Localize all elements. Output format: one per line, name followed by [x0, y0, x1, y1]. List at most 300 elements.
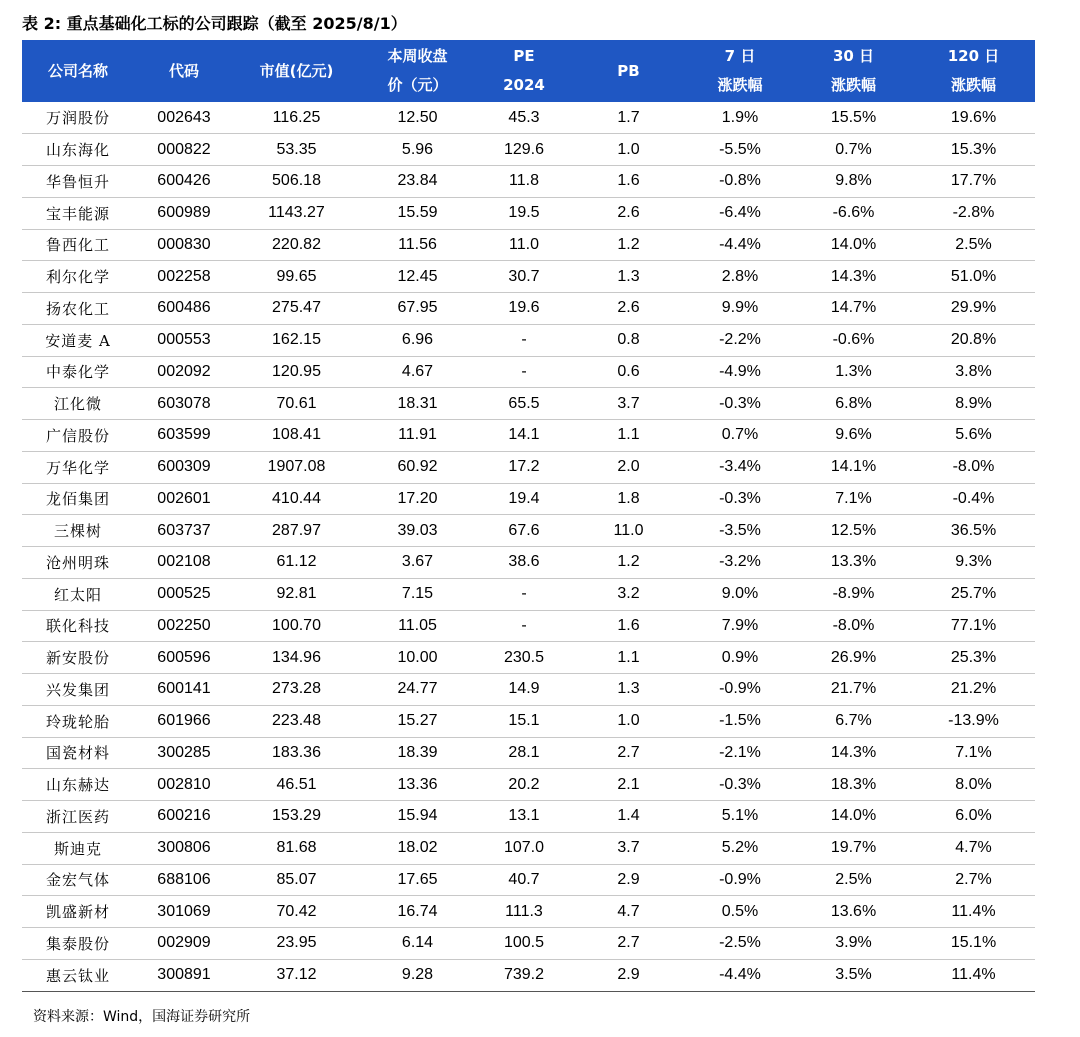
cell-pe-2024: 17.2 [476, 451, 572, 483]
cell-pb: 2.9 [572, 864, 685, 896]
cell-close-price: 15.27 [359, 705, 476, 737]
cell-company-name: 华鲁恒升 [22, 166, 134, 198]
cell-change-30d: 14.1% [795, 451, 912, 483]
cell-company-name: 斯迪克 [22, 832, 134, 864]
cell-company-name: 鲁西化工 [22, 229, 134, 261]
cell-close-price: 15.59 [359, 197, 476, 229]
cell-code: 688106 [134, 864, 234, 896]
cell-pe-2024: 14.1 [476, 420, 572, 452]
cell-change-7d: -4.4% [685, 229, 795, 261]
cell-company-name: 凯盛新材 [22, 896, 134, 928]
header-change-7d [685, 40, 795, 102]
table-row [22, 229, 1035, 261]
cell-change-30d: 6.8% [795, 388, 912, 420]
cell-code: 002810 [134, 769, 234, 801]
cell-code: 600989 [134, 197, 234, 229]
cell-company-name: 联化科技 [22, 610, 134, 642]
cell-pb: 2.1 [572, 769, 685, 801]
cell-change-120d: 29.9% [912, 293, 1035, 325]
cell-pe-2024: 739.2 [476, 959, 572, 991]
cell-change-7d: -0.8% [685, 166, 795, 198]
cell-pe-2024: - [476, 324, 572, 356]
cell-code: 000822 [134, 134, 234, 166]
cell-code: 600216 [134, 801, 234, 833]
cell-change-7d: -0.3% [685, 483, 795, 515]
cell-change-120d: 8.0% [912, 769, 1035, 801]
cell-change-7d: -0.9% [685, 674, 795, 706]
table-row [22, 737, 1035, 769]
cell-market-cap: 220.82 [234, 229, 359, 261]
cell-pb: 1.2 [572, 229, 685, 261]
cell-pb: 1.3 [572, 261, 685, 293]
cell-change-120d: 11.4% [912, 896, 1035, 928]
cell-pb: 1.6 [572, 610, 685, 642]
cell-market-cap: 85.07 [234, 864, 359, 896]
cell-code: 002643 [134, 102, 234, 134]
cell-pb: 1.7 [572, 102, 685, 134]
cell-change-30d: 3.9% [795, 928, 912, 960]
table-row [22, 610, 1035, 642]
cell-change-120d: 4.7% [912, 832, 1035, 864]
cell-company-name: 新安股份 [22, 642, 134, 674]
cell-change-30d: 14.7% [795, 293, 912, 325]
cell-company-name: 利尔化学 [22, 261, 134, 293]
cell-change-120d: 25.3% [912, 642, 1035, 674]
cell-pe-2024: - [476, 578, 572, 610]
cell-code: 603599 [134, 420, 234, 452]
header-market-cap-line: 市值(亿元) [259, 61, 334, 80]
cell-pb: 3.2 [572, 578, 685, 610]
cell-code: 300891 [134, 959, 234, 991]
cell-pe-2024: 67.6 [476, 515, 572, 547]
cell-market-cap: 273.28 [234, 674, 359, 706]
cell-company-name: 浙江医药 [22, 801, 134, 833]
cell-market-cap: 37.12 [234, 959, 359, 991]
cell-market-cap: 92.81 [234, 578, 359, 610]
cell-change-120d: 2.5% [912, 229, 1035, 261]
cell-change-30d: 14.0% [795, 229, 912, 261]
header-company-name-line: 公司名称 [47, 61, 108, 80]
header-pe-2024-line: PE [513, 47, 535, 65]
cell-close-price: 11.05 [359, 610, 476, 642]
table-row [22, 769, 1035, 801]
cell-close-price: 12.50 [359, 102, 476, 134]
header-code [134, 40, 234, 102]
cell-pb: 11.0 [572, 515, 685, 547]
table-row [22, 547, 1035, 579]
cell-change-7d: 9.9% [685, 293, 795, 325]
cell-code: 603078 [134, 388, 234, 420]
table-row [22, 261, 1035, 293]
cell-change-120d: -13.9% [912, 705, 1035, 737]
table-row [22, 832, 1035, 864]
cell-pe-2024: 19.6 [476, 293, 572, 325]
cell-change-30d: 2.5% [795, 864, 912, 896]
cell-change-120d: 17.7% [912, 166, 1035, 198]
cell-change-30d: 26.9% [795, 642, 912, 674]
tracking-table-container [22, 40, 1035, 992]
cell-change-120d: 5.6% [912, 420, 1035, 452]
cell-change-120d: 3.8% [912, 356, 1035, 388]
cell-change-7d: 5.1% [685, 801, 795, 833]
cell-change-120d: 77.1% [912, 610, 1035, 642]
cell-change-7d: 0.7% [685, 420, 795, 452]
cell-pb: 2.0 [572, 451, 685, 483]
cell-change-7d: 0.5% [685, 896, 795, 928]
cell-close-price: 7.15 [359, 578, 476, 610]
cell-market-cap: 162.15 [234, 324, 359, 356]
cell-pe-2024: 100.5 [476, 928, 572, 960]
header-change-120d-line: 120 日 [947, 47, 1000, 65]
cell-market-cap: 183.36 [234, 737, 359, 769]
header-company-name [22, 40, 134, 102]
cell-pb: 0.6 [572, 356, 685, 388]
cell-market-cap: 120.95 [234, 356, 359, 388]
cell-change-120d: 2.7% [912, 864, 1035, 896]
cell-code: 002250 [134, 610, 234, 642]
cell-close-price: 18.39 [359, 737, 476, 769]
cell-change-30d: -0.6% [795, 324, 912, 356]
cell-close-price: 12.45 [359, 261, 476, 293]
cell-company-name: 山东海化 [22, 134, 134, 166]
cell-close-price: 5.96 [359, 134, 476, 166]
cell-pb: 1.1 [572, 642, 685, 674]
cell-pb: 2.6 [572, 293, 685, 325]
cell-close-price: 17.65 [359, 864, 476, 896]
cell-change-120d: 11.4% [912, 959, 1035, 991]
cell-change-7d: 9.0% [685, 578, 795, 610]
cell-code: 300285 [134, 737, 234, 769]
cell-close-price: 60.92 [359, 451, 476, 483]
cell-company-name: 集泰股份 [22, 928, 134, 960]
cell-pb: 1.1 [572, 420, 685, 452]
cell-pe-2024: 19.4 [476, 483, 572, 515]
table-row [22, 864, 1035, 896]
cell-code: 600596 [134, 642, 234, 674]
cell-close-price: 11.91 [359, 420, 476, 452]
cell-code: 300806 [134, 832, 234, 864]
cell-change-120d: 7.1% [912, 737, 1035, 769]
cell-change-120d: 9.3% [912, 547, 1035, 579]
table-row [22, 674, 1035, 706]
cell-code: 600309 [134, 451, 234, 483]
cell-code: 000525 [134, 578, 234, 610]
cell-code: 603737 [134, 515, 234, 547]
table-row [22, 515, 1035, 547]
cell-change-7d: 0.9% [685, 642, 795, 674]
header-pe-2024-line: 2024 [503, 76, 545, 94]
cell-pb: 1.3 [572, 674, 685, 706]
cell-pe-2024: 111.3 [476, 896, 572, 928]
cell-close-price: 9.28 [359, 959, 476, 991]
header-change-7d-line: 涨跌幅 [717, 76, 763, 94]
header-change-30d [795, 40, 912, 102]
cell-change-30d: 19.7% [795, 832, 912, 864]
cell-change-7d: 1.9% [685, 102, 795, 134]
cell-change-120d: 8.9% [912, 388, 1035, 420]
table-row [22, 134, 1035, 166]
table-row [22, 959, 1035, 991]
cell-code: 002258 [134, 261, 234, 293]
cell-change-120d: 25.7% [912, 578, 1035, 610]
cell-code: 002108 [134, 547, 234, 579]
cell-close-price: 10.00 [359, 642, 476, 674]
cell-change-30d: -8.0% [795, 610, 912, 642]
cell-market-cap: 1907.08 [234, 451, 359, 483]
cell-change-120d: -0.4% [912, 483, 1035, 515]
cell-close-price: 18.02 [359, 832, 476, 864]
cell-market-cap: 23.95 [234, 928, 359, 960]
cell-change-7d: -6.4% [685, 197, 795, 229]
cell-market-cap: 287.97 [234, 515, 359, 547]
cell-code: 301069 [134, 896, 234, 928]
cell-company-name: 万润股份 [22, 102, 134, 134]
cell-pe-2024: 15.1 [476, 705, 572, 737]
cell-pe-2024: 65.5 [476, 388, 572, 420]
cell-company-name: 兴发集团 [22, 674, 134, 706]
cell-company-name: 万华化学 [22, 451, 134, 483]
cell-company-name: 龙佰集团 [22, 483, 134, 515]
cell-company-name: 扬农化工 [22, 293, 134, 325]
cell-company-name: 红太阳 [22, 578, 134, 610]
cell-market-cap: 61.12 [234, 547, 359, 579]
cell-pb: 1.0 [572, 705, 685, 737]
cell-change-7d: -0.3% [685, 769, 795, 801]
cell-pb: 2.6 [572, 197, 685, 229]
header-pe-2024 [476, 40, 572, 102]
cell-pe-2024: 30.7 [476, 261, 572, 293]
cell-pb: 2.7 [572, 737, 685, 769]
cell-market-cap: 275.47 [234, 293, 359, 325]
cell-change-7d: -4.9% [685, 356, 795, 388]
cell-pe-2024: 40.7 [476, 864, 572, 896]
cell-pb: 0.8 [572, 324, 685, 356]
cell-pb: 1.6 [572, 166, 685, 198]
source-note: 资料来源：Wind，国海证券研究所 [33, 1009, 251, 1025]
header-change-7d-line: 7 日 [724, 47, 756, 65]
header-close-price [359, 40, 476, 102]
header-change-30d-line: 涨跌幅 [830, 76, 876, 94]
cell-company-name: 国瓷材料 [22, 737, 134, 769]
cell-change-30d: 7.1% [795, 483, 912, 515]
cell-change-30d: 0.7% [795, 134, 912, 166]
header-market-cap [234, 40, 359, 102]
cell-change-7d: 2.8% [685, 261, 795, 293]
cell-change-120d: 15.1% [912, 928, 1035, 960]
cell-change-30d: 9.8% [795, 166, 912, 198]
cell-pb: 2.9 [572, 959, 685, 991]
cell-close-price: 11.56 [359, 229, 476, 261]
cell-change-30d: 14.3% [795, 261, 912, 293]
cell-market-cap: 53.35 [234, 134, 359, 166]
cell-company-name: 广信股份 [22, 420, 134, 452]
cell-change-120d: -2.8% [912, 197, 1035, 229]
header-pb-line: PB [617, 61, 640, 80]
cell-change-7d: -0.3% [685, 388, 795, 420]
cell-market-cap: 134.96 [234, 642, 359, 674]
cell-company-name: 沧州明珠 [22, 547, 134, 579]
cell-company-name: 金宏气体 [22, 864, 134, 896]
tracking-table [22, 40, 1035, 992]
cell-change-30d: 15.5% [795, 102, 912, 134]
cell-company-name: 玲珑轮胎 [22, 705, 134, 737]
cell-change-30d: 14.3% [795, 737, 912, 769]
cell-market-cap: 153.29 [234, 801, 359, 833]
cell-market-cap: 506.18 [234, 166, 359, 198]
cell-change-30d: 13.6% [795, 896, 912, 928]
cell-market-cap: 100.70 [234, 610, 359, 642]
cell-close-price: 17.20 [359, 483, 476, 515]
table-title: 表 2: 重点基础化工标的公司跟踪（截至 2025/8/1） [22, 14, 407, 33]
table-row [22, 801, 1035, 833]
cell-market-cap: 108.41 [234, 420, 359, 452]
cell-code: 600426 [134, 166, 234, 198]
cell-company-name: 宝丰能源 [22, 197, 134, 229]
cell-market-cap: 116.25 [234, 102, 359, 134]
cell-pb: 3.7 [572, 832, 685, 864]
cell-pe-2024: 14.9 [476, 674, 572, 706]
cell-close-price: 13.36 [359, 769, 476, 801]
cell-close-price: 39.03 [359, 515, 476, 547]
cell-company-name: 惠云钛业 [22, 959, 134, 991]
cell-change-120d: 51.0% [912, 261, 1035, 293]
cell-change-7d: -2.2% [685, 324, 795, 356]
cell-code: 000553 [134, 324, 234, 356]
cell-change-120d: 36.5% [912, 515, 1035, 547]
cell-pe-2024: 13.1 [476, 801, 572, 833]
cell-pb: 1.8 [572, 483, 685, 515]
table-row [22, 324, 1035, 356]
cell-market-cap: 99.65 [234, 261, 359, 293]
cell-change-30d: 21.7% [795, 674, 912, 706]
table-row [22, 483, 1035, 515]
cell-company-name: 三棵树 [22, 515, 134, 547]
table-row [22, 356, 1035, 388]
cell-company-name: 山东赫达 [22, 769, 134, 801]
cell-code: 002092 [134, 356, 234, 388]
cell-change-7d: -3.2% [685, 547, 795, 579]
cell-pe-2024: 28.1 [476, 737, 572, 769]
table-row [22, 451, 1035, 483]
cell-change-30d: 13.3% [795, 547, 912, 579]
cell-code: 002601 [134, 483, 234, 515]
header-pb [572, 40, 685, 102]
cell-change-7d: -2.5% [685, 928, 795, 960]
table-row [22, 197, 1035, 229]
cell-pe-2024: 107.0 [476, 832, 572, 864]
table-body [22, 102, 1035, 991]
cell-close-price: 6.96 [359, 324, 476, 356]
cell-pe-2024: - [476, 610, 572, 642]
cell-change-7d: -3.4% [685, 451, 795, 483]
header-change-120d [912, 40, 1035, 102]
cell-pe-2024: 38.6 [476, 547, 572, 579]
table-row [22, 705, 1035, 737]
table-row [22, 388, 1035, 420]
header-code-line: 代码 [168, 61, 199, 80]
cell-pe-2024: 20.2 [476, 769, 572, 801]
cell-close-price: 24.77 [359, 674, 476, 706]
cell-change-30d: 18.3% [795, 769, 912, 801]
table-row [22, 928, 1035, 960]
cell-change-7d: -4.4% [685, 959, 795, 991]
cell-pb: 1.0 [572, 134, 685, 166]
cell-close-price: 4.67 [359, 356, 476, 388]
cell-change-30d: -8.9% [795, 578, 912, 610]
table-row [22, 102, 1035, 134]
cell-change-30d: 1.3% [795, 356, 912, 388]
cell-pe-2024: 11.0 [476, 229, 572, 261]
cell-pe-2024: 45.3 [476, 102, 572, 134]
cell-pe-2024: - [476, 356, 572, 388]
cell-pb: 2.7 [572, 928, 685, 960]
cell-pb: 4.7 [572, 896, 685, 928]
cell-market-cap: 70.42 [234, 896, 359, 928]
cell-close-price: 15.94 [359, 801, 476, 833]
cell-change-30d: 9.6% [795, 420, 912, 452]
cell-change-120d: 15.3% [912, 134, 1035, 166]
cell-market-cap: 1143.27 [234, 197, 359, 229]
cell-pb: 3.7 [572, 388, 685, 420]
cell-company-name: 江化微 [22, 388, 134, 420]
table-row [22, 166, 1035, 198]
cell-code: 600486 [134, 293, 234, 325]
cell-change-7d: -0.9% [685, 864, 795, 896]
cell-pe-2024: 230.5 [476, 642, 572, 674]
cell-code: 601966 [134, 705, 234, 737]
cell-market-cap: 223.48 [234, 705, 359, 737]
header-change-30d-line: 30 日 [832, 47, 875, 65]
cell-code: 600141 [134, 674, 234, 706]
cell-close-price: 23.84 [359, 166, 476, 198]
cell-code: 000830 [134, 229, 234, 261]
table-row [22, 896, 1035, 928]
cell-close-price: 67.95 [359, 293, 476, 325]
cell-market-cap: 410.44 [234, 483, 359, 515]
cell-change-7d: -3.5% [685, 515, 795, 547]
header-change-120d-line: 涨跌幅 [950, 76, 996, 94]
cell-pe-2024: 19.5 [476, 197, 572, 229]
table-row [22, 578, 1035, 610]
table-row [22, 293, 1035, 325]
cell-change-7d: 7.9% [685, 610, 795, 642]
cell-company-name: 安道麦 A [22, 324, 134, 356]
cell-close-price: 16.74 [359, 896, 476, 928]
cell-pe-2024: 129.6 [476, 134, 572, 166]
cell-pb: 1.4 [572, 801, 685, 833]
cell-change-7d: -5.5% [685, 134, 795, 166]
header-close-price-line: 价（元） [387, 76, 448, 94]
cell-company-name: 中泰化学 [22, 356, 134, 388]
header-close-price-line: 本周收盘 [387, 47, 448, 65]
cell-change-30d: 3.5% [795, 959, 912, 991]
cell-close-price: 18.31 [359, 388, 476, 420]
cell-change-7d: -1.5% [685, 705, 795, 737]
table-row [22, 642, 1035, 674]
cell-change-7d: -2.1% [685, 737, 795, 769]
table-row [22, 420, 1035, 452]
cell-pb: 1.2 [572, 547, 685, 579]
cell-close-price: 3.67 [359, 547, 476, 579]
cell-close-price: 6.14 [359, 928, 476, 960]
cell-market-cap: 81.68 [234, 832, 359, 864]
cell-change-30d: 14.0% [795, 801, 912, 833]
table-header-row [22, 40, 1035, 102]
cell-change-30d: 12.5% [795, 515, 912, 547]
cell-change-30d: -6.6% [795, 197, 912, 229]
cell-change-120d: 6.0% [912, 801, 1035, 833]
cell-change-120d: -8.0% [912, 451, 1035, 483]
